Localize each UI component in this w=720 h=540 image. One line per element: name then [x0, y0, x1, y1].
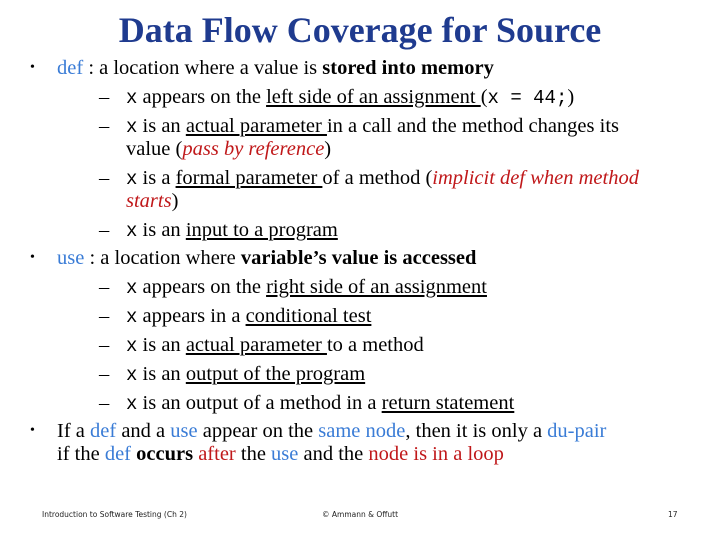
def-item-1: x appears on the left side of an assignment (x = 44;): [126, 86, 575, 109]
dash-marker: –: [99, 276, 110, 298]
def-item-3-cont: starts): [126, 190, 179, 212]
use-item-1: x appears on the right side of an assignment: [126, 276, 487, 299]
use-item-4: x is an output of the program: [126, 363, 366, 386]
dash-marker: –: [99, 392, 110, 414]
use-item-3: x is an actual parameter to a method: [126, 334, 424, 357]
rule-line-1: If a def and a use appear on the same node, then it is only a du-pair: [57, 420, 607, 442]
def-item-3: x is a formal parameter of a method (implicit def when method: [126, 167, 639, 190]
use-term: use: [57, 247, 85, 269]
use-item-2: x appears in a conditional test: [126, 305, 372, 328]
def-item-2: x is an actual parameter in a call and the method changes its: [126, 115, 619, 138]
code-snippet: x = 44;: [487, 87, 568, 109]
use-definition: use : a location where variable’s value is accessed: [57, 247, 477, 269]
dash-marker: –: [99, 115, 110, 137]
dash-marker: –: [99, 334, 110, 356]
slide-title: Data Flow Coverage for Source: [118, 10, 602, 50]
dash-marker: –: [99, 86, 110, 108]
def-definition: def : a location where a value is stored into memory: [57, 57, 494, 79]
def-item-4: x is an input to a program: [126, 219, 338, 242]
dash-marker: –: [99, 219, 110, 241]
use-item-5: x is an output of a method in a return statement: [126, 392, 515, 415]
rule-line-2: if the def occurs after the use and the node is in a loop: [57, 443, 504, 465]
footer-course: Introduction to Software Testing (Ch 2): [42, 510, 187, 519]
dash-marker: –: [99, 305, 110, 327]
use-bold: variable’s value is accessed: [240, 247, 477, 269]
def-term: def: [57, 57, 84, 79]
bullet-marker: •: [30, 60, 35, 75]
footer-copyright: © Ammann & Offutt: [322, 510, 399, 519]
bullet-marker: •: [30, 423, 35, 438]
dash-marker: –: [99, 167, 110, 189]
dash-marker: –: [99, 363, 110, 385]
def-bold: stored into memory: [322, 57, 494, 79]
def-item-2-cont: value (pass by reference): [126, 138, 332, 160]
bullet-marker: •: [30, 250, 35, 265]
footer-page-number: 17: [668, 510, 678, 519]
